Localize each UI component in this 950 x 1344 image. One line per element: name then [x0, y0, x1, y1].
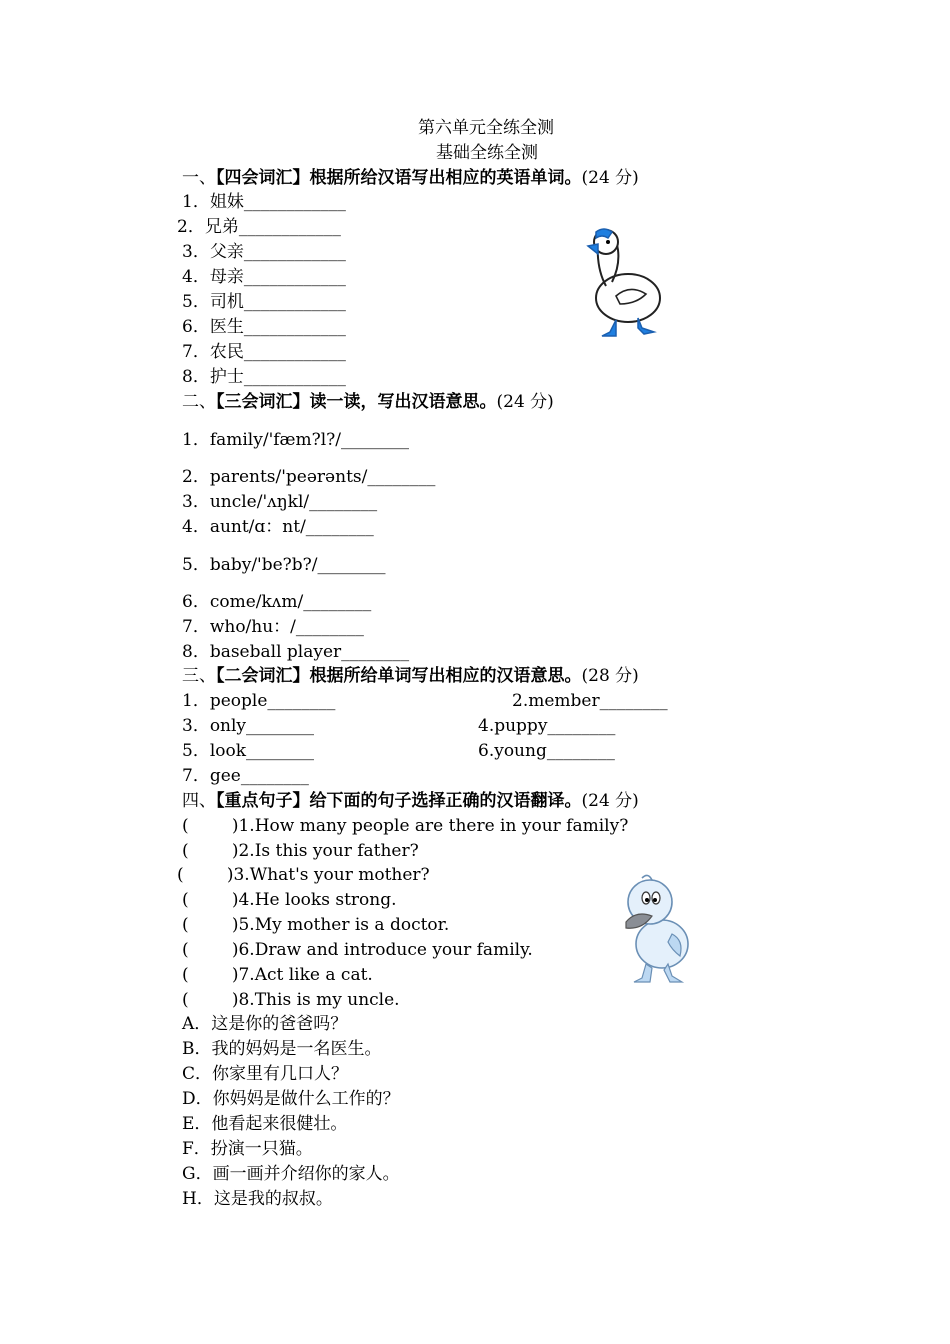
list-item: 6．come/kʌm/________ — [182, 592, 372, 612]
list-item: ( )6.Draw and introduce your family. — [182, 940, 533, 960]
page-subtitle: 基础全练全测 — [436, 143, 538, 163]
section-4-heading: 四、【重点句子】给下面的句子选择正确的汉语翻译。(24 分) — [182, 791, 639, 811]
section-1-heading: 一、【四会词汇】根据所给汉语写出相应的英语单词。(24 分) — [182, 168, 639, 188]
list-item: 8．护士____________ — [182, 367, 346, 387]
list-item: 1．people________ — [182, 691, 336, 711]
list-item: ( )3.What's your mother? — [177, 865, 430, 885]
list-item: 3．uncle/'ʌŋkl/________ — [182, 492, 378, 512]
list-item: ( )8.This is my uncle. — [182, 990, 400, 1010]
option-f: F．扮演一只猫。 — [182, 1139, 313, 1159]
section-2-heading: 二、【三会词汇】读一读，写出汉语意思。(24 分) — [182, 392, 554, 412]
list-item: 1．family/'fæm?l?/________ — [182, 430, 410, 450]
list-item: 3．only________ — [182, 716, 315, 736]
option-e: E．他看起来很健壮。 — [182, 1114, 348, 1134]
option-a: A．这是你的爸爸吗？ — [182, 1014, 348, 1034]
list-item: 3．父亲____________ — [182, 242, 346, 262]
option-d: D．你妈妈是做什么工作的？ — [182, 1089, 400, 1109]
list-item: 7．who/hu：/________ — [182, 617, 364, 637]
list-item: 7．农民____________ — [182, 342, 346, 362]
list-item: ( )5.My mother is a doctor. — [182, 915, 450, 935]
list-item: 4.puppy________ — [478, 716, 616, 736]
option-c: C．你家里有几口人？ — [182, 1064, 349, 1084]
list-item: 4．aunt/ɑ：nt/________ — [182, 517, 374, 537]
option-h: H．这是我的叔叔。 — [182, 1189, 333, 1209]
list-item: 2．parents/'peərənts/________ — [182, 467, 436, 487]
page-title: 第六单元全练全测 — [418, 118, 554, 138]
goose-illustration — [576, 224, 666, 342]
option-b: B．我的妈妈是一名医生。 — [182, 1039, 382, 1059]
list-item: 2．兄弟____________ — [177, 217, 341, 237]
option-g: G．画一画并介绍你的家人。 — [182, 1164, 400, 1184]
list-item: 5．司机____________ — [182, 292, 346, 312]
list-item: ( )2.Is this your father? — [182, 841, 419, 861]
list-item: 6.young________ — [478, 741, 615, 761]
list-item: ( )1.How many people are there in your family? — [182, 816, 629, 836]
list-item: 8．baseball player________ — [182, 642, 410, 662]
list-item: ( )7.Act like a cat. — [182, 965, 373, 985]
list-item: 7．gee________ — [182, 766, 309, 786]
duckling-illustration — [618, 870, 694, 988]
list-item: 6．医生____________ — [182, 317, 346, 337]
list-item: ( )4.He looks strong. — [182, 890, 397, 910]
list-item: 5．look________ — [182, 741, 315, 761]
list-item: 1．姐妹____________ — [182, 192, 346, 212]
section-3-heading: 三、【二会词汇】根据所给单词写出相应的汉语意思。(28 分) — [182, 666, 639, 686]
list-item: 5．baby/'be?b?/________ — [182, 555, 386, 575]
list-item: 4．母亲____________ — [182, 267, 346, 287]
list-item: 2.member________ — [512, 691, 668, 711]
